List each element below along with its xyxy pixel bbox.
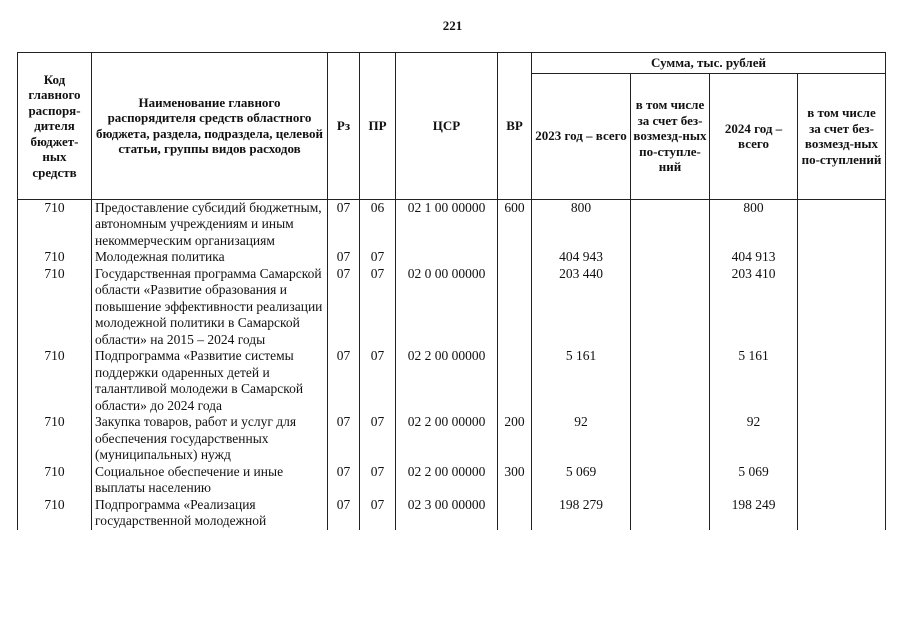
cell-2024-gratuitous <box>798 199 886 249</box>
cell-vr <box>498 266 532 349</box>
cell-rz: 07 <box>328 266 360 349</box>
cell-2023-total: 5 069 <box>532 464 631 497</box>
table-body <box>18 199 886 530</box>
cell-code: 710 <box>18 348 92 414</box>
cell-csr: 02 1 00 00000 <box>396 199 498 249</box>
cell-name: Подпрограмма «Реализация государственной молодежной <box>92 497 328 530</box>
cell-vr <box>498 348 532 414</box>
table-row <box>18 266 886 349</box>
cell-pr: 07 <box>360 464 396 497</box>
cell-2024-gratuitous <box>798 348 886 414</box>
cell-2023-gratuitous <box>631 348 710 414</box>
cell-2023-total: 5 161 <box>532 348 631 414</box>
cell-2024-gratuitous <box>798 249 886 266</box>
cell-vr: 200 <box>498 414 532 464</box>
cell-2024-total: 198 249 <box>710 497 798 530</box>
header-rz: Рз <box>328 53 360 200</box>
cell-2024-total: 203 410 <box>710 266 798 349</box>
header-vr: ВР <box>498 53 532 200</box>
cell-2023-gratuitous <box>631 497 710 530</box>
cell-2024-gratuitous <box>798 266 886 349</box>
table-row <box>18 464 886 497</box>
cell-vr: 300 <box>498 464 532 497</box>
cell-vr <box>498 249 532 266</box>
table-row <box>18 497 886 530</box>
cell-code: 710 <box>18 414 92 464</box>
cell-2023-gratuitous <box>631 249 710 266</box>
cell-pr: 07 <box>360 266 396 349</box>
cell-vr: 600 <box>498 199 532 249</box>
cell-2024-total: 5 069 <box>710 464 798 497</box>
header-2023-gratuitous: в том числе за счет без-возмезд-ных по-ступле-ний <box>631 73 710 199</box>
cell-rz: 07 <box>328 199 360 249</box>
cell-code: 710 <box>18 497 92 530</box>
cell-name: Социальное обеспечение и иные выплаты населению <box>92 464 328 497</box>
header-csr: ЦСР <box>396 53 498 200</box>
table-row <box>18 348 886 414</box>
cell-csr: 02 2 00 00000 <box>396 348 498 414</box>
header-2023-total: 2023 год – всего <box>532 73 631 199</box>
table-row <box>18 414 886 464</box>
cell-name: Предоставление субсидий бюджетным, автономным учреждениям и иным некоммерческим организациям <box>92 199 328 249</box>
cell-2023-gratuitous <box>631 266 710 349</box>
cell-pr: 07 <box>360 414 396 464</box>
cell-2024-total: 800 <box>710 199 798 249</box>
cell-rz: 07 <box>328 414 360 464</box>
cell-name: Подпрограмма «Развитие системы поддержки одаренных детей и талантливой молодежи в Самарской области» до 2024 года <box>92 348 328 414</box>
cell-code: 710 <box>18 249 92 266</box>
cell-csr: 02 2 00 00000 <box>396 414 498 464</box>
header-sum-group: Сумма, тыс. рублей <box>532 53 886 74</box>
cell-vr <box>498 497 532 530</box>
cell-name: Молодежная политика <box>92 249 328 266</box>
cell-2024-gratuitous <box>798 414 886 464</box>
cell-pr: 07 <box>360 348 396 414</box>
cell-csr: 02 0 00 00000 <box>396 266 498 349</box>
cell-csr <box>396 249 498 266</box>
page-number: 221 <box>442 18 463 33</box>
cell-rz: 07 <box>328 497 360 530</box>
cell-2023-total: 92 <box>532 414 631 464</box>
cell-2024-gratuitous <box>798 497 886 530</box>
cell-name: Закупка товаров, работ и услуг для обеспечения государственных (муниципальных) нужд <box>92 414 328 464</box>
cell-2023-gratuitous <box>631 414 710 464</box>
cell-pr: 06 <box>360 199 396 249</box>
header-pr: ПР <box>360 53 396 200</box>
cell-rz: 07 <box>328 249 360 266</box>
cell-code: 710 <box>18 266 92 349</box>
cell-rz: 07 <box>328 348 360 414</box>
cell-pr: 07 <box>360 249 396 266</box>
cell-csr: 02 2 00 00000 <box>396 464 498 497</box>
cell-2023-gratuitous <box>631 464 710 497</box>
header-name: Наименование главного распорядителя средств областного бюджета, раздела, подраздела, целевой статьи, группы видов расходов <box>92 53 328 200</box>
cell-2024-gratuitous <box>798 464 886 497</box>
cell-2023-total: 800 <box>532 199 631 249</box>
table-row <box>18 249 886 266</box>
cell-code: 710 <box>18 199 92 249</box>
cell-name: Государственная программа Самарской области «Развитие образования и повышение эффективности реализации молодежной политики в Самарской области» на 2015 – 2024 годы <box>92 266 328 349</box>
table-row <box>18 199 886 249</box>
header-2024-gratuitous: в том числе за счет без-возмезд-ных по-ступлений <box>798 73 886 199</box>
cell-2023-gratuitous <box>631 199 710 249</box>
cell-2024-total: 404 913 <box>710 249 798 266</box>
header-2024-total: 2024 год – всего <box>710 73 798 199</box>
cell-csr: 02 3 00 00000 <box>396 497 498 530</box>
cell-code: 710 <box>18 464 92 497</box>
cell-rz: 07 <box>328 464 360 497</box>
header-code: Код главного распоря-дителя бюджет-ных средств <box>18 53 92 200</box>
cell-2024-total: 92 <box>710 414 798 464</box>
cell-pr: 07 <box>360 497 396 530</box>
table-header <box>18 53 886 200</box>
budget-table <box>17 52 886 530</box>
cell-2023-total: 404 943 <box>532 249 631 266</box>
cell-2024-total: 5 161 <box>710 348 798 414</box>
cell-2023-total: 203 440 <box>532 266 631 349</box>
cell-2023-total: 198 279 <box>532 497 631 530</box>
